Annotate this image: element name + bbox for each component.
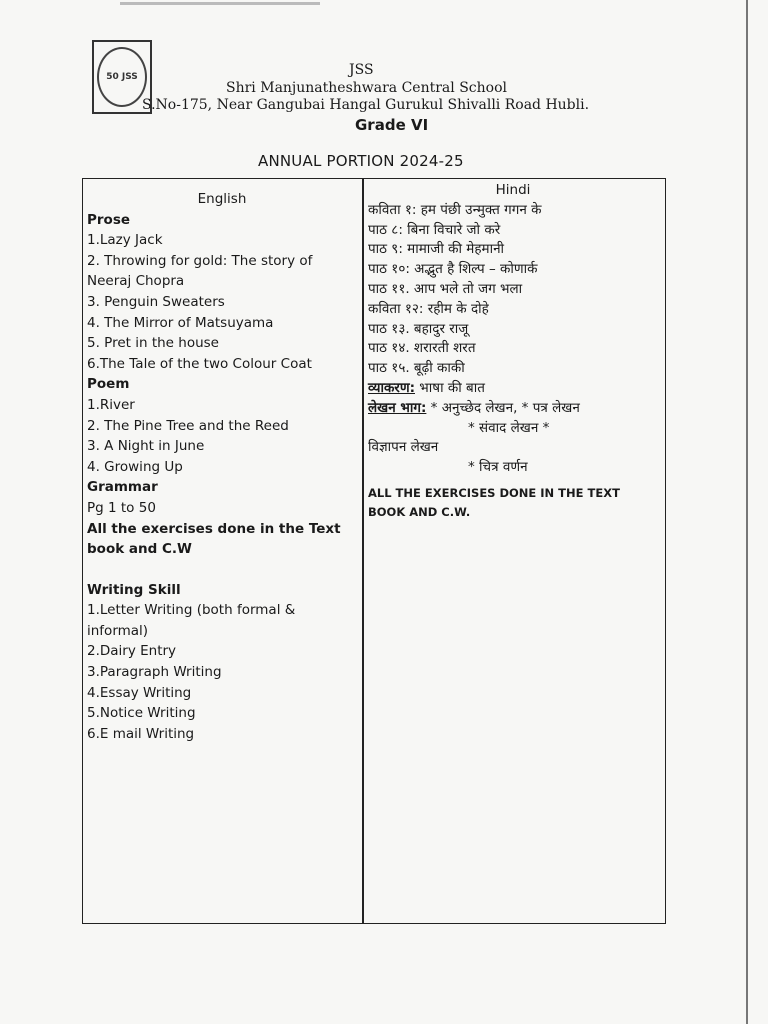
hindi-grammar xyxy=(368,379,658,399)
hindi-writing-item: विज्ञापन लेखन xyxy=(368,439,439,456)
hindi-lesson: पाठ १३. बहादुर राजू xyxy=(368,320,469,337)
grade-label: Grade VI xyxy=(355,116,429,134)
hindi-lesson: पाठ ८: बिना विचारे जो करे xyxy=(368,221,501,238)
page-title: ANNUAL PORTION 2024-25 xyxy=(258,152,464,170)
hindi-exercise-note: ALL THE EXERCISES DONE IN THE TEXT BOOK AND C.W. xyxy=(368,485,620,519)
hindi-lesson: पाठ १०: अद्भुत है शिल्प – कोणार्क xyxy=(368,261,538,278)
poem-item: 2. The Pine Tree and the Reed xyxy=(87,417,289,434)
hindi-lesson: पाठ १५. बूढ़ी काकी xyxy=(368,360,465,377)
hindi-writing-label: लेखन भाग: xyxy=(368,399,427,416)
writing-item: 5.Notice Writing xyxy=(87,705,196,722)
hindi-lesson: पाठ ९: मामाजी की मेहमानी xyxy=(368,241,505,258)
scan-smudge xyxy=(120,2,320,5)
hindi-column xyxy=(368,181,658,522)
school-name: Shri Manjunatheshwara Central School xyxy=(226,80,507,96)
poem-item: 3. A Night in June xyxy=(87,438,205,455)
prose-item: 6.The Tale of the two Colour Coat xyxy=(87,355,312,372)
hindi-writing xyxy=(368,399,658,419)
prose-heading: Prose xyxy=(87,211,131,228)
writing-item: 4.Essay Writing xyxy=(87,684,192,701)
hindi-heading: Hindi xyxy=(495,182,531,198)
exercise-note: book and C.W xyxy=(87,541,192,558)
prose-item: 2. Throwing for gold: The story of xyxy=(87,252,313,269)
prose-item: Neeraj Chopra xyxy=(87,273,185,290)
poem-item: 4. Growing Up xyxy=(87,458,183,475)
hindi-lesson: पाठ १४. शरारती शरत xyxy=(368,340,476,357)
prose-item: 4. The Mirror of Matsuyama xyxy=(87,314,274,331)
column-divider xyxy=(362,179,364,923)
exercise-note: All the exercises done in the Text xyxy=(87,520,341,537)
hindi-lesson: पाठ ११. आप भले तो जग भला xyxy=(368,280,523,297)
grammar-pages: Pg 1 to 50 xyxy=(87,499,156,516)
portion-table xyxy=(82,178,666,924)
poem-item: 1.River xyxy=(87,396,135,413)
english-column xyxy=(87,189,357,744)
english-heading: English xyxy=(197,191,247,207)
hindi-writing-item: * संवाद लेखन * xyxy=(468,419,550,436)
prose-item: 1.Lazy Jack xyxy=(87,232,163,249)
school-address: S.No-175, Near Gangubai Hangal Gurukul Shivalli Road Hubli. xyxy=(142,97,590,113)
hindi-writing-item: * चित्र वर्णन xyxy=(468,459,528,476)
hindi-writing-value: * अनुच्छेद लेखन, * पत्र लेखन xyxy=(426,399,580,416)
writing-item: 6.E mail Writing xyxy=(87,725,195,742)
hindi-grammar-label: व्याकरण: xyxy=(368,379,415,396)
writing-heading: Writing Skill xyxy=(87,581,181,598)
hindi-lesson: कविता १: हम पंछी उन्मुक्त गगन के xyxy=(368,201,542,218)
hindi-lesson: कविता १२: रहीम के दोहे xyxy=(368,300,489,317)
logo-text: 50 JSS xyxy=(106,71,138,82)
scan-edge-line xyxy=(746,0,748,1024)
logo-emblem xyxy=(97,47,147,107)
prose-item: 5. Pret in the house xyxy=(87,335,219,352)
hindi-grammar-value: भाषा की बात xyxy=(415,379,485,396)
writing-item: 3.Paragraph Writing xyxy=(87,664,222,681)
org-name: JSS xyxy=(349,62,374,78)
writing-item: 2.Dairy Entry xyxy=(87,643,177,660)
prose-item: 3. Penguin Sweaters xyxy=(87,293,225,310)
poem-heading: Poem xyxy=(87,376,130,393)
grammar-heading: Grammar xyxy=(87,479,158,496)
writing-item: 1.Letter Writing (both formal & xyxy=(87,602,296,619)
writing-item: informal) xyxy=(87,622,149,639)
